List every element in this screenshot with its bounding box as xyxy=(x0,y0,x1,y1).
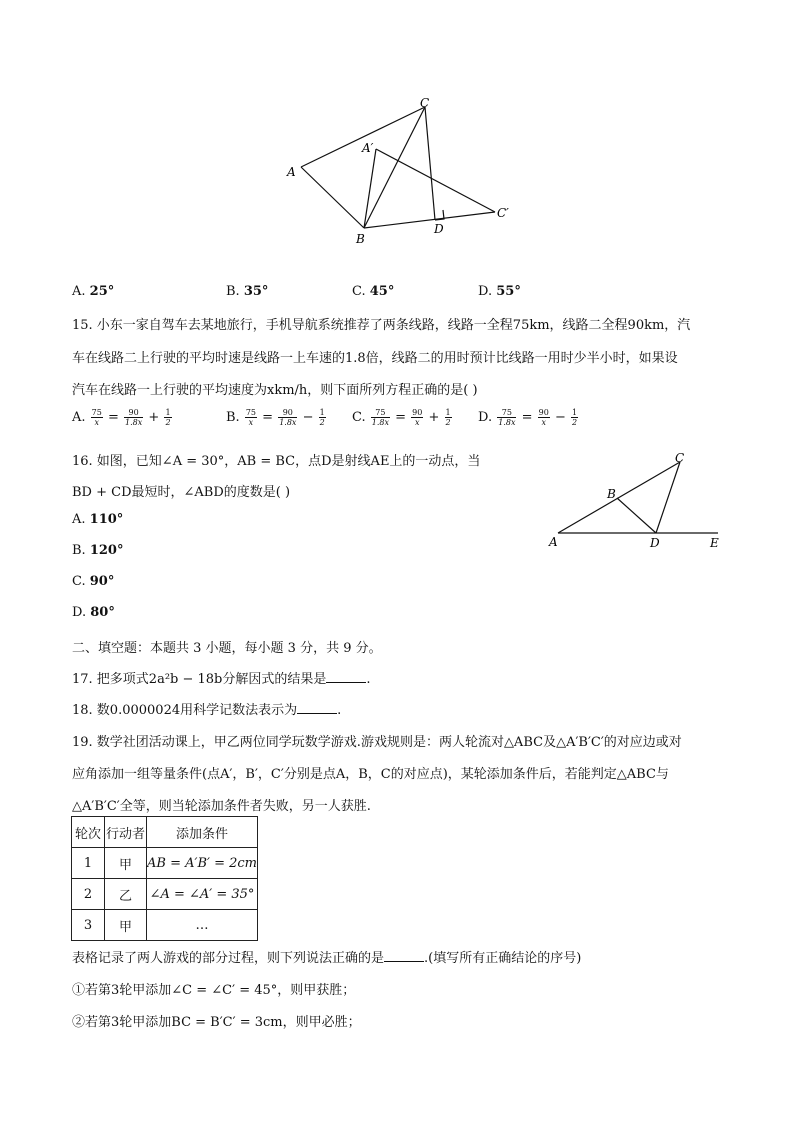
q19-statement-2: ②若第3轮甲添加BC = B′C′ = 3cm，则甲必胜； xyxy=(72,1015,361,1030)
q15-option-d[interactable]: D. $\frac{75}{1.8x}$ = $\frac{90}{x}$ − $\frac{1}{2}$ xyxy=(478,408,578,427)
table-row xyxy=(72,848,258,879)
q19-prompt: 表格记录了两人游戏的部分过程，则下列说法正确的是 .(填写所有正确结论的序号) xyxy=(72,951,582,966)
segment-CD xyxy=(656,462,680,533)
label-D: D xyxy=(650,536,660,550)
segment-AC xyxy=(558,462,680,533)
label-C: C xyxy=(675,451,685,465)
q15-option-b[interactable]: B. $\frac{75}{x}$ = $\frac{90}{1.8x}$ − $\frac{1}{2}$ xyxy=(226,408,325,427)
label-A: A xyxy=(287,165,296,179)
table-cell: 甲 xyxy=(105,848,147,879)
label-A-prime: A′ xyxy=(362,141,374,155)
segment-A-prime-C-prime xyxy=(376,149,495,212)
label-B: B xyxy=(607,487,616,501)
table-header: 添加条件 xyxy=(147,817,258,848)
q14-option-d[interactable]: D. 55° xyxy=(478,284,521,299)
q19-line3: △A′B′C′全等，则当轮添加条件者失败，另一人获胜. xyxy=(72,799,371,814)
table-cell: 3 xyxy=(72,910,105,941)
q15-line2: 车在线路二上行驶的平均时速是线路一上车速的1.8倍，线路二的用时预计比线路一用时少半小时，如果设 xyxy=(72,351,678,366)
q19-line2: 应角添加一组等量条件(点A′，B′，C′分别是点A，B，C的对应点)，某轮添加条件后，若能判定△ABC与 xyxy=(72,767,669,782)
table-cell: 甲 xyxy=(105,910,147,941)
section2-heading: 二、填空题：本题共 3 小题，每小题 3 分，共 9 分。 xyxy=(72,641,382,656)
label-C-prime: C′ xyxy=(497,206,509,220)
table-header-row xyxy=(72,817,258,848)
table-row xyxy=(72,910,258,941)
segment-AB xyxy=(301,167,364,228)
label-E: E xyxy=(710,536,719,550)
q15-option-c[interactable]: C. $\frac{75}{1.8x}$ = $\frac{90}{x}$ + $\frac{1}{2}$ xyxy=(352,408,451,427)
table-header: 轮次 xyxy=(72,817,105,848)
q14-option-c[interactable]: C. 45° xyxy=(352,284,395,299)
q15-line3: 汽车在线路一上行驶的平均速度为xkm/h，则下面所列方程正确的是( ) xyxy=(72,383,478,398)
label-C: C xyxy=(420,96,430,110)
table-cell: ∠A = ∠A′ = 35° xyxy=(147,879,258,910)
q19-table xyxy=(71,816,258,941)
label-D: D xyxy=(434,222,444,236)
segment-CD xyxy=(425,107,435,220)
q17: 17. 把多项式2a²b − 18b分解因式的结果是 . xyxy=(72,672,371,687)
q16-line1: 16. 如图，已知∠A = 30°，AB = BC，点D是射线AE上的一动点，当 xyxy=(72,454,481,469)
table-header: 行动者 xyxy=(105,817,147,848)
label-A: A xyxy=(549,535,558,549)
q15-line1: 15. 小东一家自驾车去某地旅行，手机导航系统推荐了两条线路，线路一全程75km，线路二全程90km，汽 xyxy=(72,318,691,333)
q18-answer-blank[interactable] xyxy=(297,701,337,714)
table-cell: 乙 xyxy=(105,879,147,910)
q18: 18. 数0.0000024用科学记数法表示为 . xyxy=(72,703,342,718)
table-row xyxy=(72,879,258,910)
q17-answer-blank[interactable] xyxy=(326,670,366,683)
q14-option-a[interactable]: A. 25° xyxy=(72,284,115,299)
table-cell: AB = A′B′ = 2cm xyxy=(147,848,258,879)
table-cell: 2 xyxy=(72,879,105,910)
q19-answer-blank[interactable] xyxy=(384,949,424,962)
q14-option-b[interactable]: B. 35° xyxy=(226,284,269,299)
q16-option-b[interactable]: B. 120° xyxy=(72,543,124,558)
segment-BC-prime xyxy=(364,212,495,228)
q16-option-d[interactable]: D. 80° xyxy=(72,605,115,620)
q16-figure xyxy=(540,445,730,555)
q15-option-a[interactable]: A. $\frac{75}{x}$ = $\frac{90}{1.8x}$ + $\frac{1}{2}$ xyxy=(72,408,171,427)
table-cell: … xyxy=(147,910,258,941)
q16-option-a[interactable]: A. 110° xyxy=(72,512,124,527)
q19-line1: 19. 数学社团活动课上，甲乙两位同学玩数学游戏.游戏规则是：两人轮流对△ABC及△A′B′C′的对应边或对 xyxy=(72,735,682,750)
q19-statement-1: ①若第3轮甲添加∠C = ∠C′ = 45°，则甲获胜； xyxy=(72,983,356,998)
label-B: B xyxy=(356,232,365,246)
q16-line2: BD + CD最短时，∠ABD的度数是( ) xyxy=(72,485,291,500)
q16-option-c[interactable]: C. 90° xyxy=(72,574,115,589)
segment-BD xyxy=(617,498,656,533)
table-cell: 1 xyxy=(72,848,105,879)
q14-figure xyxy=(280,95,520,250)
segment-AC xyxy=(301,107,425,167)
